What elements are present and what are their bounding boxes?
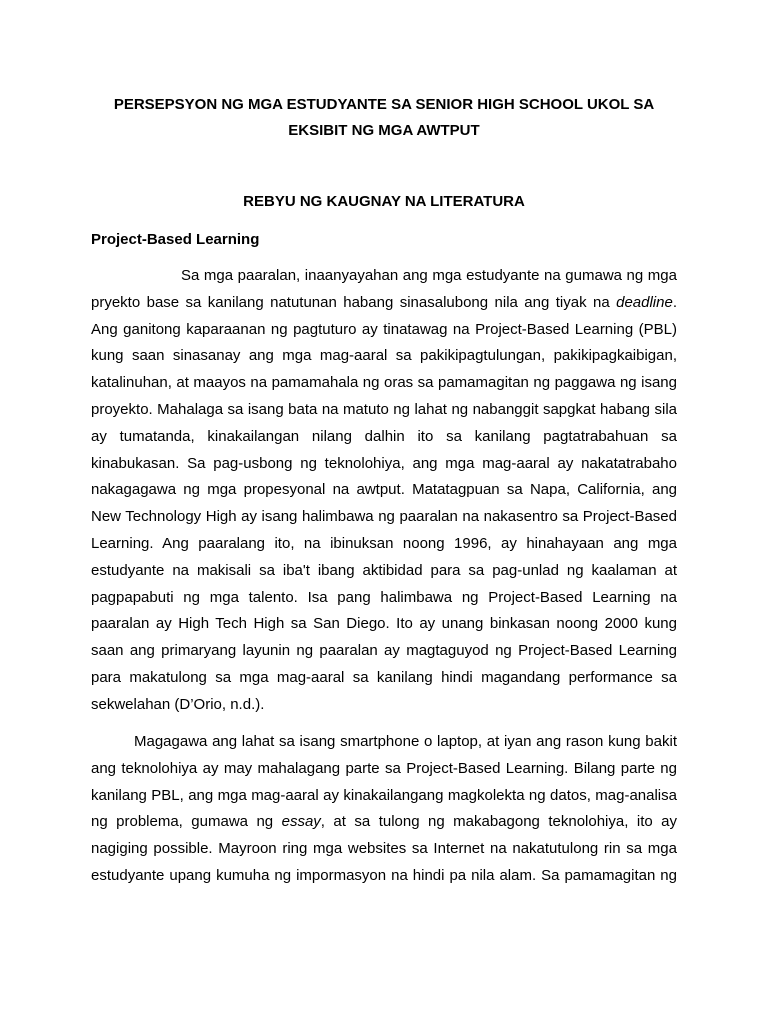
italic-term: deadline bbox=[616, 293, 673, 311]
italic-term: essay bbox=[281, 813, 321, 831]
paragraph-line: saan ang primaryang layunin ng paaralan ay magtaguyod ng Project-Based Learning bbox=[91, 642, 677, 660]
text-run: , at sa tulong ng makabagong teknolohiya, ito ay bbox=[320, 813, 678, 831]
paragraph-line: ang teknolohiya ay may mahalagang parte sa Project-Based Learning. Bilang parte ng bbox=[91, 759, 677, 777]
paragraph-line: kinabukasan. Sa pag-usbong ng teknolohiya, ang mga mag-aaral ay nakatatrabaho bbox=[91, 454, 677, 472]
text-run: pryekto base sa kanilang natutunan habang sinasalubong nila ang tiyak na bbox=[91, 293, 617, 311]
paragraph-line: estudyante upang kumuha ng impormasyon na hindi pa nila alam. Sa pamamagitan ng bbox=[91, 866, 677, 884]
paragraph-line: proyekto. Mahalaga sa isang bata na matuto ng lahat ng nabanggit sapgkat habang sila bbox=[91, 400, 677, 418]
paragraph-line: Learning. Ang paaralang ito, na ibinuksan noong 1996, ay hinahayaan ang mga bbox=[91, 534, 677, 552]
paragraph-line: ay tumatanda, kinakailangan nilang dalhin ito sa kanilang pagtatrabahuan sa bbox=[91, 427, 677, 445]
paragraph-line: paaralan ay High Tech High sa San Diego. Ito ay unang binkasan noong 2000 kung bbox=[91, 615, 677, 633]
paragraph-line: pagpapabuti ng mga talento. Isa pang halimbawa ng Project-Based Learning na bbox=[91, 588, 677, 606]
paragraph-line bbox=[91, 809, 677, 836]
paragraph-line bbox=[91, 290, 677, 317]
paragraph-line: sekwelahan (D’Orio, n.d.). bbox=[91, 695, 265, 713]
paragraph-line: Sa mga paaralan, inaanyayahan ang mga estudyante na gumawa ng mga bbox=[181, 267, 677, 284]
text-run: . bbox=[672, 293, 677, 311]
paragraph-line: Magagawa ang lahat sa isang smartphone o laptop, at iyan ang rason kung bakit bbox=[134, 733, 677, 750]
paragraph-line: kung saan sinasanay ang mga mag-aaral sa pakikipagtulungan, pakikipagkaibigan, bbox=[91, 347, 677, 365]
paragraph-line: New Technology High ay isang halimbawa ng paaralan na nakasentro sa Project-Based bbox=[91, 508, 677, 526]
title-line-1: PERSEPSYON NG MGA ESTUDYANTE SA SENIOR HIGH SCHOOL UKOL SA bbox=[113, 96, 655, 113]
section-heading: REBYU NG KAUGNAY NA LITERATURA bbox=[243, 193, 525, 210]
paragraph-line: nagiging possible. Mayroon ring mga websites sa Internet na nakatutulong rin sa mga bbox=[91, 840, 677, 858]
document-title bbox=[60, 92, 708, 144]
paragraph-line: kanilang PBL, ang mga mag-aaral ay kinakailangang magkolekta ng datos, mag-analisa bbox=[91, 786, 677, 804]
text-run: ng problema, gumawa ng bbox=[91, 813, 282, 831]
paragraph-line: katalinuhan, at maayos na pamamahala ng oras sa pamamagitan ng paggawa ng isang bbox=[91, 374, 677, 392]
sub-heading: Project-Based Learning bbox=[91, 231, 260, 248]
paragraph-line: nakagagawa ng mga propesyonal na awtput. Matatagpuan sa Napa, California, ang bbox=[91, 481, 677, 499]
paragraph-2 bbox=[91, 729, 677, 890]
paragraph-line: estudyante na makisali sa iba't ibang aktibidad para sa pag-unlad ng kaalaman at bbox=[91, 561, 677, 579]
paragraph-line: para makatulong sa mga mag-aaral sa kanilang hindi magandang performance sa bbox=[91, 668, 677, 686]
title-line-2: EKSIBIT NG MGA AWTPUT bbox=[288, 122, 480, 139]
paragraph-line: Ang ganitong kaparaanan ng pagtuturo ay tinatawag na Project-Based Learning (PBL) bbox=[91, 320, 677, 338]
paragraph-1 bbox=[91, 263, 677, 719]
